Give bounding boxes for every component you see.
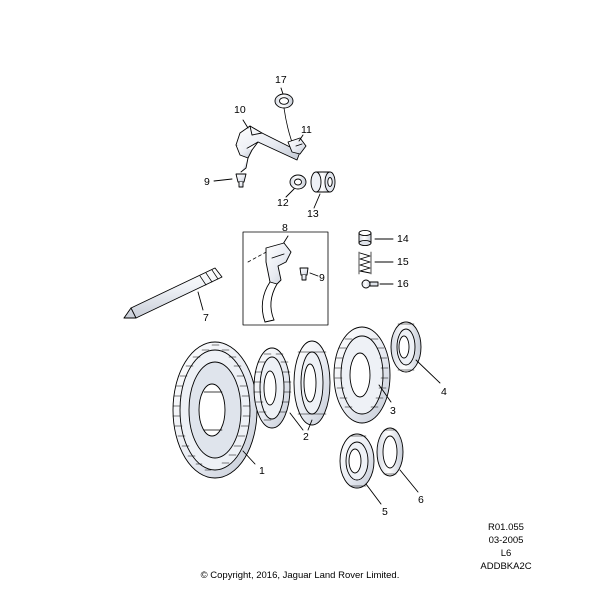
copyright-notice: © Copyright, 2016, Jaguar Land Rover Limited. [200, 570, 400, 581]
callout-2: 2 [303, 431, 309, 443]
callout-17: 17 [275, 74, 287, 86]
part-16-detent-ball [362, 280, 378, 288]
part-4-ring [391, 322, 421, 372]
part-12-bush [290, 175, 306, 189]
drawing-number: R01.055 [488, 522, 524, 533]
callout-1: 1 [259, 465, 265, 477]
callout-5: 5 [382, 506, 388, 518]
part-5-bearing [340, 434, 374, 488]
part-13-roller [311, 172, 335, 192]
drawing-meta [436, 521, 576, 573]
callout-16: 16 [397, 278, 409, 290]
part-17-oring [275, 94, 293, 108]
callout-9-fork: 9 [319, 272, 325, 284]
callout-14: 14 [397, 233, 409, 245]
part-15-spring [359, 252, 371, 274]
callout-8: 8 [282, 222, 288, 234]
callout-10: 10 [234, 104, 246, 116]
part-2-synchro-hub [254, 348, 291, 428]
callout-3: 3 [390, 405, 396, 417]
callout-15: 15 [397, 256, 409, 268]
callout-4: 4 [441, 386, 447, 398]
part-1-main-gear [173, 342, 257, 478]
callout-13: 13 [307, 208, 319, 220]
callout-9-left: 9 [204, 176, 210, 188]
engine-code: L6 [500, 548, 512, 559]
part-7-selector-rail [124, 268, 222, 318]
part-6-race [377, 428, 403, 476]
callout-6: 6 [418, 494, 424, 506]
callout-11: 11 [301, 124, 312, 136]
callout-12: 12 [277, 197, 289, 209]
callout-7: 7 [203, 312, 209, 324]
part-9a-pin [236, 174, 246, 187]
part-14-nut [359, 230, 371, 245]
drawing-date: 03-2005 [488, 535, 524, 546]
part-3-gear [334, 327, 390, 423]
diagram-code: ADDBKA2C [480, 561, 532, 572]
part-2b-synchro-sleeve [294, 341, 330, 425]
